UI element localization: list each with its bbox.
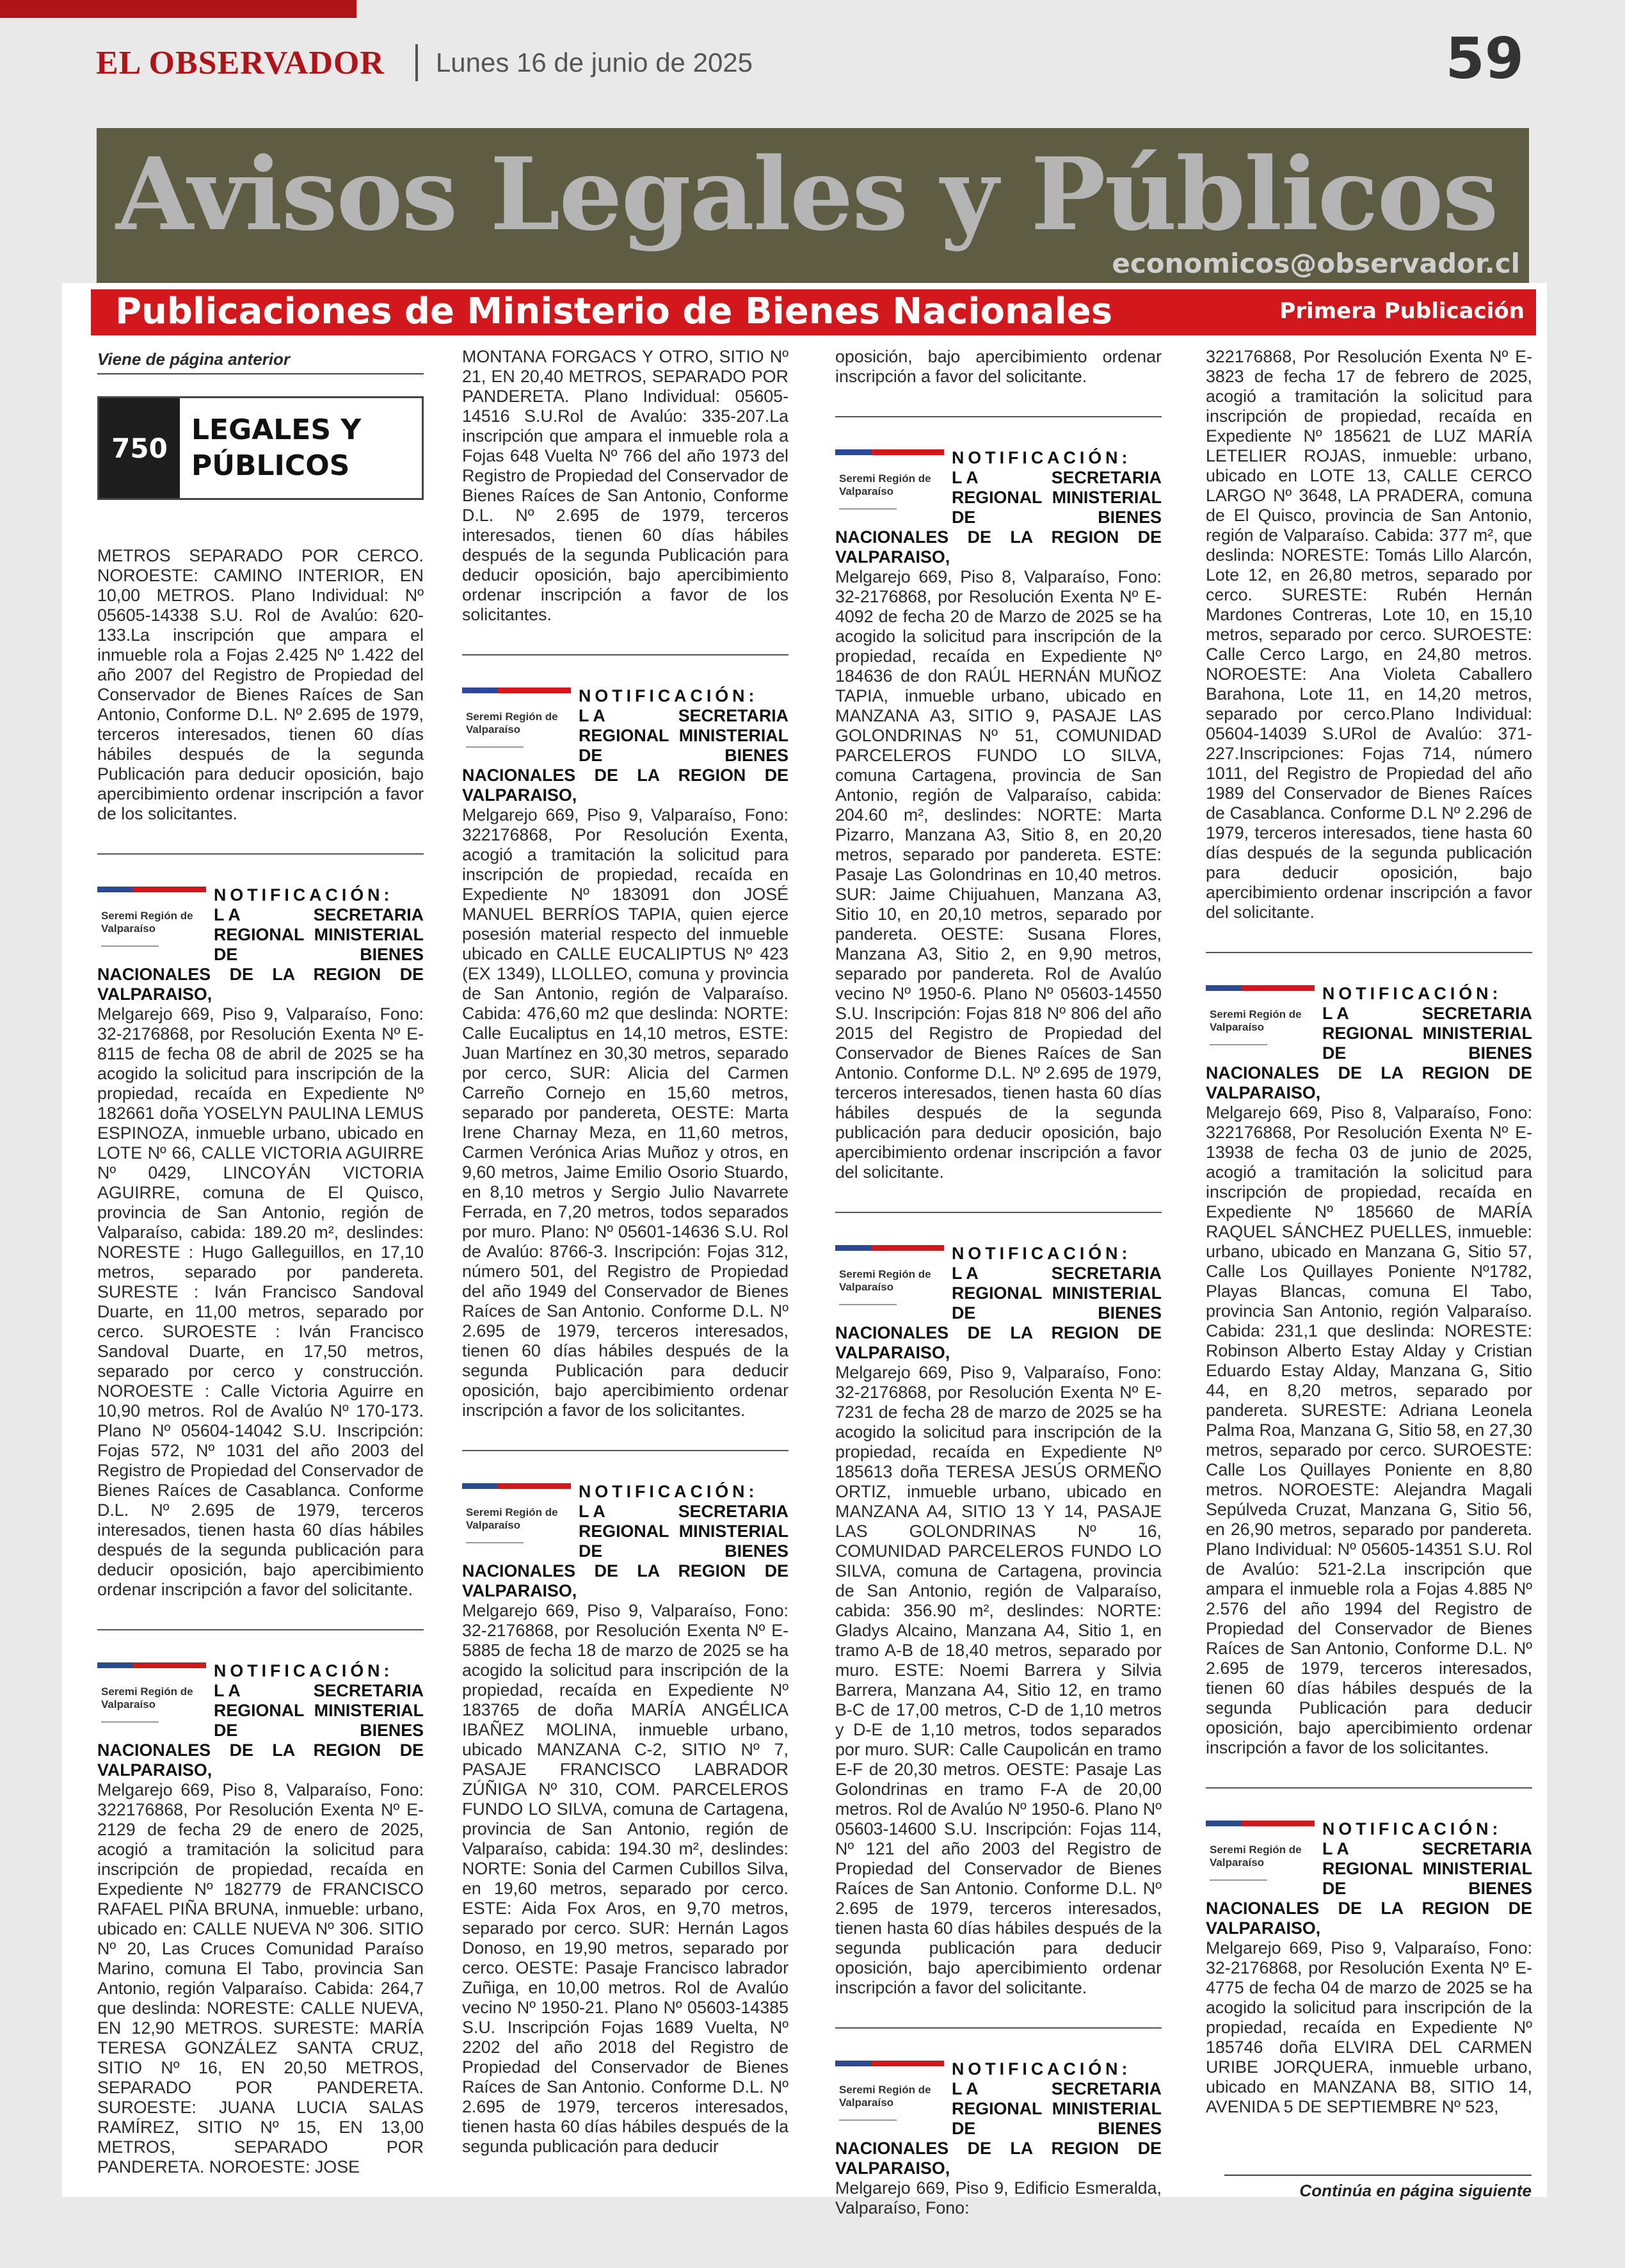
- seremi-logo-text: Seremi Región de Valparaíso: [1210, 1008, 1302, 1033]
- notice: [97, 1629, 424, 2177]
- masthead: [96, 37, 753, 88]
- seremi-logo-text: Seremi Región de Valparaíso: [466, 711, 558, 736]
- flag-red-stripe: [133, 1662, 206, 1668]
- notice-body: Melgarejo 669, Piso 8, Valparaíso, Fono: 32-2176868, por Resolución Exenta Nº E-4092 de fecha 20 de Marzo de 2025 se ha acogido la solicitud para inscripción de la propiedad, recaída en Expediente Nº 184636 de don RAÚL HERNÁN MUÑOZ TAPIA, inmueble urbano, ubicado en MANZANA A3, SITIO 9, PASAJE LAS GOLONDRINAS Nº 51, COMUNIDAD PARCELEROS FUNDO LO SILVA, comuna Cartagena, provincia de San Antonio, región de Valparaíso, cabida: 204.60 m², deslindes: NORTE: Marta Pizarro, Manzana A3, Sitio 8, en 20,20 metros, separado por pandereta. ESTE: Pasaje Las Golondrinas en 10,40 metros. SUR: Jaime Chijuahuen, Manzana A3, Sitio 10, en 20,10 metros, separado por pandereta. OESTE: Susana Flores, Manzana A3, Sitio 2, en 9,90 metros, separado por pandereta. Rol de Avalúo vecino Nº 1950-6. Plano Nº 05603-14550 S.U. Inscripción: Fojas 818 Nº 806 del año 2015 del Registro de Propiedad del Conservador de Bienes Raíces de San Antonio. Conforme D.L. Nº 2.695 de 1979, terceros interesados, tienen hasta 60 días hábiles después de la segunda publicación para deducir oposición, bajo apercibimiento ordenar inscripción a favor del solicitante.: [835, 567, 1162, 1182]
- notice: [835, 2027, 1162, 2218]
- notice-title-rest: SECRETARIA REGIONAL MINISTERIAL DE BIENES NACIONALES DE LA REGION DE VALPARAISO,: [1206, 1839, 1532, 1938]
- notice-body: Melgarejo 669, Piso 9, Valparaíso, Fono: 32-2176868, por Resolución Exenta Nº E-4775 de fecha 04 de marzo de 2025 se ha acogido la solicitud para inscripción de la propiedad, recaída en Expediente Nº 185746 doña ELVIRA DEL CARMEN URIBE JORQUERA, inmueble urbano, ubicado en MANZANA B8, SITIO 14, AVENIDA 5 DE SEPTIEMBRE Nº 523,: [1206, 1938, 1532, 2116]
- section-box: [97, 396, 424, 500]
- notice-heading: [97, 885, 424, 1004]
- notice-title-rest: SECRETARIA REGIONAL MINISTERIAL DE BIENES NACIONALES DE LA REGION DE VALPARAISO,: [835, 2079, 1162, 2178]
- flag-blue-stripe: [1206, 985, 1242, 991]
- notice-heading: [835, 2059, 1162, 2178]
- seremi-logo: [835, 1245, 944, 1314]
- seremi-logo-rule: [466, 746, 524, 748]
- notice-title-rest: SECRETARIA REGIONAL MINISTERIAL DE BIENES NACIONALES DE LA REGION DE VALPARAISO,: [97, 905, 424, 1004]
- seremi-logo-text: Seremi Región de Valparaíso: [839, 2084, 931, 2109]
- notice-title-lead: NOTIFICACIÓN: LA: [579, 686, 758, 725]
- notice-heading: [1206, 1819, 1532, 1938]
- publications-bar: [91, 289, 1536, 335]
- flag-red-stripe: [133, 887, 206, 892]
- notice-heading: [835, 448, 1162, 567]
- top-accent-bar: [0, 0, 356, 18]
- flag-blue-stripe: [835, 1245, 871, 1251]
- flag-red-stripe: [1242, 1821, 1315, 1826]
- notice-body: Melgarejo 669, Piso 8, Valparaíso, Fono: 322176868, Por Resolución Exenta Nº E-13938 de fecha 03 de junio de 2025, acogió a tramitación la solicitud para inscripción de propiedad, recaída en Expediente Nº 185660 de MARÍA RAQUEL SÁNCHEZ PUELLES, inmueble: urbano, ubicado en Manzana G, Sitio 57, Calle Los Quillayes Poniente Nº1782, Playas Blancas, comuna El Tabo, provincia San Antonio, región Valparaíso. Cabida: 231,1 que deslinda: NORESTE: Robinson Alberto Estay Alday y Cristian Eduardo Estay Alday, Manzana G, Sitio 44, en 8,20 metros, separado por pandereta. SURESTE: Adriana Leonela Palma Roa, Manzana G, Sitio 58, en 27,30 metros, separado por cerco. SUROESTE: Calle Los Quillayes Poniente en 8,80 metros. NOROESTE: Alejandra Magali Sepúlveda Cruzat, Manzana G, Sitio 56, en 26,90 metros, separado por pandereta. Plano Individual: Nº 05605-14351 S.U. Rol de Avalúo: 521-2.La inscripción que ampara el inmueble rola a Fojas 4.885 Nº 2.576 del año 1994 del Registro de Propiedad del Conservador de Bienes Raíces de San Antonio, Conforme D.L. Nº 2.695 de 1979, terceros interesados, tienen 60 días hábiles después de la segunda Publicación para deducir oposición, bajo apercibimiento ordenar inscripción a favor de los solicitantes.: [1206, 1103, 1532, 1757]
- seremi-logo-rule: [1210, 1879, 1267, 1881]
- flag-red-stripe: [871, 2061, 944, 2066]
- flag-red-stripe: [1242, 985, 1315, 991]
- notice-title-rest: SECRETARIA REGIONAL MINISTERIAL DE BIENES NACIONALES DE LA REGION DE VALPARAISO,: [462, 706, 788, 805]
- seremi-logo-text: Seremi Región de Valparaíso: [101, 1685, 193, 1710]
- section-banner: [97, 128, 1529, 283]
- flag-red-stripe: [871, 1245, 944, 1251]
- flag-blue-stripe: [462, 688, 498, 693]
- flag-blue-stripe: [97, 887, 133, 892]
- seremi-logo-text: Seremi Región de Valparaíso: [1210, 1844, 1302, 1869]
- flag-blue-stripe: [1206, 1821, 1242, 1826]
- section-title: LEGALES Y PÚBLICOS: [191, 414, 362, 482]
- notice: [462, 654, 788, 1420]
- publications-title: Publicaciones de Ministerio de Bienes Nacionales: [115, 291, 1113, 332]
- carryover-text: 322176868, Por Resolución Exenta Nº E-3823 de fecha 17 de febrero de 2025, acogió a tramitación la solicitud para inscripción de propiedad, recaída en Expediente Nº 185621 de LUZ MARÍA LETELIER ROJAS, inmueble: urbano, ubicado en LOTE 13, CALLE CERCO LARGO Nº 3648, LA PRADERA, comuna de El Quisco, provincia de San Antonio, región de Valparaíso. Cabida: 377 m², que deslinda: NORESTE: Tomás Lillo Alarcón, Lote 12, en 26,80 metros, separado por cerco. SURESTE: Rubén Hernán Mardones Contreras, Lote 10, en 15,10 metros, separado por cerco. SUROESTE: Calle Cerco Largo, en 24,80 metros. NOROESTE: Ana Violeta Caballero Barahona, Lote 11, en 14,20 metros, separado por cerco.Plano Individual: 05604-14039 S.URol de Avalúo: 371-227.Inscripciones: Fojas 714, número 1011, del Registro de Propiedad del año 1989 del Conservador de Bienes Raíces de Casablanca. Conforme D.L Nº 2.296 de 1979, terceros interesados, tiene hasta 60 días después de la segunda publicación para deducir oposición, bajo apercibimiento ordenar inscripción a favor del solicitante.: [1206, 347, 1532, 922]
- seremi-logo-text: Seremi Región de Valparaíso: [101, 910, 193, 935]
- page-number: 59: [1445, 26, 1524, 92]
- notice: [1206, 952, 1532, 1758]
- notice-body: Melgarejo 669, Piso 8, Valparaíso, Fono: 322176868, Por Resolución Exenta Nº E-2129 de fecha 29 de enero de 2025, acogió a tramitación la solicitud para inscripción de propiedad, recaída en Expediente Nº 182779 de FRANCISCO RAFAEL PIÑA BRUNA, inmueble: urbano, ubicado en: CALLE NUEVA Nº 306. SITIO Nº 20, Las Cruces Comunidad Paraíso Marino, comuna El Tabo, provincia San Antonio, región Valparaíso. Cabida: 264,7 que deslinda: NORESTE: CALLE NUEVA, EN 12,90 METROS. SURESTE: MARÍA TERESA GONZÁLEZ SANTA CRUZ, SITIO Nº 16, EN 20,50 METROS, SEPARADO POR PANDERETA. SUROESTE: JUANA LUCIA SALAS RAMÍREZ, SITIO Nº 15, EN 13,00 METROS, SEPARADO POR PANDERETA. NOROESTE: JOSE: [97, 1780, 424, 2176]
- notice-body: Melgarejo 669, Piso 9, Edificio Esmeralda, Valparaíso, Fono:: [835, 2178, 1162, 2217]
- carryover-text: METROS SEPARADO POR CERCO. NOROESTE: CAMINO INTERIOR, EN 10,00 METROS. Plano Individual: Nº 05605-14338 S.U. Rol de Avalúo: 620-133.La inscripción que ampara el inmueble rola a Fojas 2.425 Nº 1.422 del año 2007 del Registro de Propiedad del Conservador de Bienes Raíces de San Antonio, Conforme D.L. Nº 2.695 de 1979, terceros interesados, tienen 60 días hábiles después de la segunda Publicación para deducir oposición, bajo apercibimiento ordenar inscripción a favor de los solicitantes.: [97, 546, 424, 823]
- notice-title-rest: SECRETARIA REGIONAL MINISTERIAL DE BIENES NACIONALES DE LA REGION DE VALPARAISO,: [97, 1681, 424, 1780]
- seremi-logo-rule: [839, 2119, 897, 2121]
- notice-title-lead: NOTIFICACIÓN: LA: [1322, 1819, 1502, 1858]
- continues-on-label: Continúa en página siguiente: [1224, 2175, 1532, 2201]
- column-2: [462, 347, 788, 2157]
- seremi-logo: [97, 1662, 206, 1732]
- seremi-logo: [462, 1483, 571, 1552]
- notice: [462, 1450, 788, 2157]
- notice: [835, 416, 1162, 1182]
- carryover-text: MONTANA FORGACS Y OTRO, SITIO Nº 21, EN 20,40 METROS, SEPARADO POR PANDERETA. Plano Individual: 05605-14516 S.U.Rol de Avalúo: 335-207.La inscripción que ampara el inmueble rola a Fojas 648 Vuelta Nº 766 del año 1973 del Registro de Propiedad del Conservador de Bienes Raíces de San Antonio, Conforme D.L. Nº 2.695 de 1979, terceros interesados, tienen 60 días hábiles después de la segunda Publicación para deducir oposición, bajo apercibimiento ordenar inscripción a favor de los solicitantes.: [462, 347, 788, 624]
- notice-title-lead: NOTIFICACIÓN: LA: [952, 448, 1132, 487]
- column-1: [97, 350, 424, 2177]
- seremi-logo-text: Seremi Región de Valparaíso: [839, 1268, 931, 1293]
- column-3: [835, 347, 1162, 2218]
- notice-title-lead: NOTIFICACIÓN: LA: [214, 1661, 394, 1700]
- seremi-logo: [1206, 1821, 1315, 1890]
- seremi-logo: [462, 688, 571, 757]
- notice-body: Melgarejo 669, Piso 9, Valparaíso, Fono: 32-2176868, por Resolución Exenta Nº E-5885 de fecha 18 de marzo de 2025 se ha acogido la solicitud para inscripción de la propiedad, recaída en Expediente Nº 183765 de doña MARÍA ANGÉLICA IBAÑEZ MOLINA, inmueble urbano, ubicado MANZANA C-2, SITIO Nº 7, PASAJE FRANCISCO LABRADOR ZÚÑIGA Nº 310, COM. PARCELEROS FUNDO LO SILVA, comuna de Cartagena, provincia de San Antonio, región de Valparaíso, cabida: 194.30 m², deslindes: NORTE: Sonia del Carmen Cubillos Silva, en 19,60 metros, separado por cerco. ESTE: Aida Fox Aros, en 9,70 metros, separado por cerco. SUR: Hernán Lagos Donoso, en 19,90 metros, separado por cerco. OESTE: Pasaje Francisco labrador Zuñiga, en 10,00 metros. Rol de Avalúo vecino Nº 1950-21. Plano Nº 05603-14385 S.U. Inscripción Fojas 1689 Vuelta, Nº 2202 del año 2018 del Registro de Propiedad del Conservador de Bienes Raíces de San Antonio. Conforme D.L. Nº 2.695 de 1979, terceros interesados, tienen hasta 60 días hábiles después de la segunda publicación para deducir: [462, 1601, 788, 2156]
- seremi-logo: [97, 887, 206, 956]
- notice-heading: [97, 1661, 424, 1780]
- notice-title-lead: NOTIFICACIÓN: LA: [579, 1482, 758, 1521]
- notice-title-lead: NOTIFICACIÓN: LA: [1322, 984, 1502, 1023]
- notice-body: Melgarejo 669, Piso 9, Valparaíso, Fono: 32-2176868, por Resolución Exenta Nº E-7231 de fecha 28 de marzo de 2025 se ha acogido la solicitud para inscripción de la propiedad, recaída en Expediente Nº 185613 doña TERESA JESÚS ORMEÑO ORTIZ, inmueble urbano, ubicado en MANZANA A4, SITIO 13 Y 14, PASAJE LAS GOLONDRINAS Nº 16, COMUNIDAD PARCELEROS FUNDO LO SILVA, comuna de Cartagena, provincia de San Antonio, región de Valparaíso, cabida: 356.90 m², deslindes: NORTE: Gladys Alcaino, Manzana A4, Sitio 1, en tramo A-B de 18,40 metros, separado por muro. ESTE: Noemi Barrera y Silvia Barrera, Manzana A4, Sitio 12, en tramo B-C de 17,00 metros, C-D de 1,10 metros y D-E de 1,10 metros, todos separados por muro. SUR: Calle Caupolicán en tramo E-F de 20,30 metros. OESTE: Pasaje Las Golondrinas en tramo F-A de 20,00 metros. Rol de Avalúo Nº 1950-6. Plano Nº 05603-14600 S.U. Inscripción: Fojas 114, Nº 121 del año 2003 del Registro de Propiedad del Conservador de Bienes Raíces de San Antonio. Conforme D.L. Nº 2.695 de 1979, terceros interesados, tienen hasta 60 días hábiles después de la segunda publicación para deducir oposición, bajo apercibimiento ordenar inscripción a favor del solicitante.: [835, 1363, 1162, 1997]
- notice: [97, 853, 424, 1600]
- notice-heading: [462, 1482, 788, 1601]
- seremi-logo: [835, 449, 944, 519]
- continued-from-label: Viene de página anterior: [97, 350, 424, 374]
- notice: [835, 1212, 1162, 1998]
- seremi-logo-rule: [466, 1542, 524, 1543]
- seremi-logo-text: Seremi Región de Valparaíso: [466, 1506, 558, 1531]
- notice-heading: [462, 686, 788, 805]
- flag-red-stripe: [871, 449, 944, 455]
- notice-title-rest: SECRETARIA REGIONAL MINISTERIAL DE BIENES NACIONALES DE LA REGION DE VALPARAISO,: [462, 1502, 788, 1600]
- flag-blue-stripe: [835, 2061, 871, 2066]
- seremi-logo-rule: [101, 1721, 159, 1723]
- column-4: [1206, 347, 1532, 2117]
- notice-heading: [835, 1244, 1162, 1363]
- notice-title-rest: SECRETARIA REGIONAL MINISTERIAL DE BIENES NACIONALES DE LA REGION DE VALPARAISO,: [835, 468, 1162, 567]
- masthead-separator: [415, 44, 418, 81]
- notice-title-lead: NOTIFICACIÓN: LA: [952, 2059, 1132, 2098]
- flag-red-stripe: [498, 688, 571, 693]
- seremi-logo-text: Seremi Región de Valparaíso: [839, 472, 931, 497]
- notice-title-rest: SECRETARIA REGIONAL MINISTERIAL DE BIENES NACIONALES DE LA REGION DE VALPARAISO,: [1206, 1004, 1532, 1102]
- flag-blue-stripe: [462, 1483, 498, 1489]
- notice-body: Melgarejo 669, Piso 9, Valparaíso, Fono: 32-2176868, por Resolución Exenta Nº E-8115 de fecha 08 de abril de 2025 se ha acogido la solicitud para inscripción de la propiedad, recaída en Expediente Nº 182661 doña YOSELYN PAULINA LEMUS ESPINOZA, inmueble urbano, ubicado en LOTE Nº 66, CALLE VICTORIA AGUIRRE Nº 0429, LINCOYÁN VICTORIA AGUIRRE, comuna de El Quisco, provincia de San Antonio, región de Valparaíso, cabida: 189.20 m², deslindes: NORESTE : Hugo Galleguillos, en 17,10 metros, separado por pandereta. SURESTE : Iván Francisco Sandoval Duarte, en 11,00 metros, separado por cerco. SUROESTE : Iván Francisco Sandoval Duarte, en 17,50 metros, separado por cerco y construcción. NOROESTE : Calle Victoria Aguirre en 10,90 metros. Rol de Avalúo Nº 170-173. Plano Nº 05604-14042 S.U. Inscripción: Fojas 572, Nº 1031 del año 2003 del Registro de Propiedad del Conservador de Bienes Raíces de Casablanca. Conforme D.L. Nº 2.695 de 1979, terceros interesados, tienen hasta 60 días hábiles después de la segunda publicación para deducir oposición, bajo apercibimiento ordenar inscripción a favor del solicitante.: [97, 1004, 424, 1599]
- page-body: [62, 283, 1547, 2217]
- contact-email[interactable]: economicos@observador.cl: [1112, 248, 1520, 279]
- seremi-logo: [1206, 985, 1315, 1054]
- seremi-logo-rule: [839, 508, 897, 510]
- flag-red-stripe: [498, 1483, 571, 1489]
- notice-title-lead: NOTIFICACIÓN: LA: [952, 1244, 1132, 1283]
- section-number: 750: [99, 398, 180, 498]
- carryover-text: oposición, bajo apercibimiento ordenar inscripción a favor del solicitante.: [835, 347, 1162, 386]
- notice-heading: [1206, 984, 1532, 1103]
- notice-title-lead: NOTIFICACIÓN: LA: [214, 885, 394, 924]
- seremi-logo-rule: [101, 945, 159, 947]
- seremi-logo-rule: [839, 1304, 897, 1305]
- seremi-logo-rule: [1210, 1044, 1267, 1045]
- newspaper-name: EL OBSERVADOR: [96, 44, 385, 81]
- publication-date: Lunes 16 de junio de 2025: [435, 47, 753, 77]
- notice: [1206, 1787, 1532, 2117]
- first-publication-label: Primera Publicación: [1279, 298, 1525, 324]
- flag-blue-stripe: [97, 1662, 133, 1668]
- notice-title-rest: SECRETARIA REGIONAL MINISTERIAL DE BIENES NACIONALES DE LA REGION DE VALPARAISO,: [835, 1264, 1162, 1362]
- seremi-logo: [835, 2061, 944, 2130]
- notice-body: Melgarejo 669, Piso 9, Valparaíso, Fono: 322176868, Por Resolución Exenta, acogió a tramitación la solicitud para inscripción de propiedad, recaída en Expediente Nº 183091 don JOSÉ MANUEL BERRÍOS TAPIA, quien ejerce posesión material respecto del inmueble ubicado en CALLE EUCALIPTUS Nº 423 (EX 1349), LLOLLEO, comuna y provincia de San Antonio, región de Valparaíso. Cabida: 476,60 m2 que deslinda: NORTE: Calle Eucaliptus en 14,10 metros, ESTE: Juan Martínez en 30,30 metros, separado por cerco, SUR: Alicia del Carmen Carreño Cornejo en 15,60 metros, separado por pandereta, OESTE: Marta Irene Charnay Meza, en 11,60 metros, Carmen Verónica Arias Muñoz y otros, en 9,60 metros, Jaime Emilio Osorio Stuardo, en 8,10 metros y Sergio Julio Navarrete Ferrada, en 7,20 metros, todos separados por muro. Plano: Nº 05601-14636 S.U. Rol de Avalúo: 8766-3. Inscripción: Fojas 312, número 501, del Registro de Propiedad del año 1949 del Conservador de Bienes Raíces de San Antonio. Conforme D.L. Nº 2.695 de 1979, terceros interesados, tienen 60 días hábiles después de la segunda Publicación para deducir oposición, bajo apercibimiento ordenar inscripción a favor de los solicitantes.: [462, 805, 788, 1420]
- banner-title: Avisos Legales y Públicos: [116, 136, 1498, 253]
- flag-blue-stripe: [835, 449, 871, 455]
